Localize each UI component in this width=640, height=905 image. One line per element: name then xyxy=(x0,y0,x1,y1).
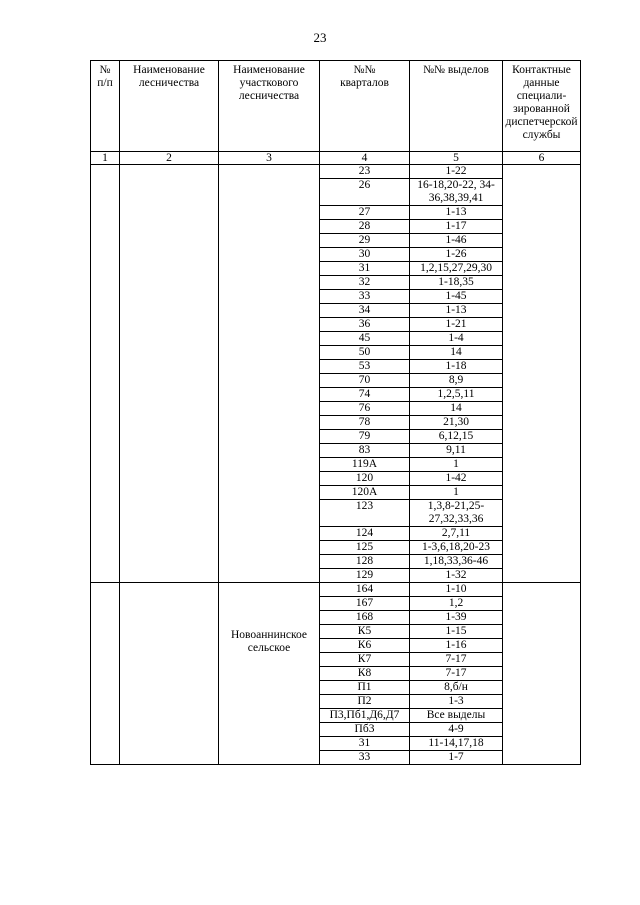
quarter-cell: 33 xyxy=(320,751,410,765)
quarter-cell: 45 xyxy=(320,332,410,346)
allotment-cell: 14 xyxy=(410,402,503,416)
allotment-cell: 8,б/н xyxy=(410,681,503,695)
header-district-forestry: Наименование участкового лесничества xyxy=(219,61,320,152)
district-forestry-cell: Новоаннинское сельское xyxy=(219,583,320,765)
header-number: № п/п xyxy=(91,61,120,152)
quarter-cell: 76 xyxy=(320,402,410,416)
allotment-cell: 1-42 xyxy=(410,472,503,486)
contact-cell xyxy=(503,583,581,765)
allotment-cell: 1,2,15,27,29,30 xyxy=(410,262,503,276)
allotment-cell: 1-46 xyxy=(410,234,503,248)
header-allotments: №№ выделов xyxy=(410,61,503,152)
allotment-cell: 1-4 xyxy=(410,332,503,346)
quarter-cell: 31 xyxy=(320,737,410,751)
quarter-cell: 33 xyxy=(320,290,410,304)
quarter-cell: 128 xyxy=(320,555,410,569)
column-number-row xyxy=(91,152,581,165)
allotment-cell: 9,11 xyxy=(410,444,503,458)
quarter-cell: 26 xyxy=(320,179,410,206)
allotment-cell: 4-9 xyxy=(410,723,503,737)
contact-cell xyxy=(503,165,581,583)
allotment-cell: 1,3,8-21,25-27,32,33,36 xyxy=(410,500,503,527)
col-number-2: 2 xyxy=(120,152,219,165)
quarter-cell: 70 xyxy=(320,374,410,388)
forest-district-table xyxy=(90,60,581,765)
quarter-cell: К6 xyxy=(320,639,410,653)
row-number-cell xyxy=(91,583,120,765)
allotment-cell: 1-16 xyxy=(410,639,503,653)
quarter-cell: 119А xyxy=(320,458,410,472)
quarter-cell: К7 xyxy=(320,653,410,667)
allotment-cell: 14 xyxy=(410,346,503,360)
quarter-cell: 129 xyxy=(320,569,410,583)
quarter-cell: 23 xyxy=(320,165,410,179)
quarter-cell: К8 xyxy=(320,667,410,681)
allotment-cell: 1-18,35 xyxy=(410,276,503,290)
header-quarters: №№ кварталов xyxy=(320,61,410,152)
quarter-cell: 125 xyxy=(320,541,410,555)
allotment-cell: 1-32 xyxy=(410,569,503,583)
quarter-cell: 36 xyxy=(320,318,410,332)
quarter-cell: П1 xyxy=(320,681,410,695)
allotment-cell: 1-22 xyxy=(410,165,503,179)
allotment-cell: 1-13 xyxy=(410,206,503,220)
allotment-cell: 1-3,6,18,20-23 xyxy=(410,541,503,555)
quarter-cell: 53 xyxy=(320,360,410,374)
col-number-5: 5 xyxy=(410,152,503,165)
header-contacts: Контактные данные специали-зированной диспетчерской службы xyxy=(503,61,581,152)
quarter-cell: Пб3 xyxy=(320,723,410,737)
allotment-cell: 1-10 xyxy=(410,583,503,597)
allotment-cell: 1 xyxy=(410,486,503,500)
allotment-cell: 11-14,17,18 xyxy=(410,737,503,751)
quarter-cell: 34 xyxy=(320,304,410,318)
col-number-1: 1 xyxy=(91,152,120,165)
allotment-cell: 1-21 xyxy=(410,318,503,332)
quarter-cell: П2 xyxy=(320,695,410,709)
quarter-cell: 31 xyxy=(320,262,410,276)
allotment-cell: 1-26 xyxy=(410,248,503,262)
quarter-cell: П3,Пб1,Д6,Д7 xyxy=(320,709,410,723)
forestry-cell xyxy=(120,165,219,583)
allotment-cell: 1-15 xyxy=(410,625,503,639)
col-number-3: 3 xyxy=(219,152,320,165)
allotment-cell: 1,2 xyxy=(410,597,503,611)
allotment-cell: Все выделы xyxy=(410,709,503,723)
quarter-cell: 120А xyxy=(320,486,410,500)
quarter-cell: 78 xyxy=(320,416,410,430)
allotment-cell: 2,7,11 xyxy=(410,527,503,541)
quarter-cell: 79 xyxy=(320,430,410,444)
quarter-cell: 50 xyxy=(320,346,410,360)
allotment-cell: 1,2,5,11 xyxy=(410,388,503,402)
col-number-4: 4 xyxy=(320,152,410,165)
row-number-cell xyxy=(91,165,120,583)
quarter-cell: 164 xyxy=(320,583,410,597)
allotment-cell: 16-18,20-22, 34-36,38,39,41 xyxy=(410,179,503,206)
quarter-cell: 124 xyxy=(320,527,410,541)
allotment-cell: 1,18,33,36-46 xyxy=(410,555,503,569)
quarter-cell: 27 xyxy=(320,206,410,220)
allotment-cell: 1 xyxy=(410,458,503,472)
allotment-cell: 1-17 xyxy=(410,220,503,234)
quarter-cell: 123 xyxy=(320,500,410,527)
quarter-cell: 32 xyxy=(320,276,410,290)
quarter-cell: 167 xyxy=(320,597,410,611)
allotment-cell: 6,12,15 xyxy=(410,430,503,444)
forestry-cell xyxy=(120,583,219,765)
table-header-row xyxy=(91,61,581,152)
quarter-cell: 28 xyxy=(320,220,410,234)
allotment-cell: 1-13 xyxy=(410,304,503,318)
quarter-cell: 29 xyxy=(320,234,410,248)
allotment-cell: 7-17 xyxy=(410,653,503,667)
quarter-cell: 74 xyxy=(320,388,410,402)
allotment-cell: 1-45 xyxy=(410,290,503,304)
district-forestry-cell xyxy=(219,165,320,583)
col-number-6: 6 xyxy=(503,152,581,165)
quarter-cell: 168 xyxy=(320,611,410,625)
quarter-cell: 120 xyxy=(320,472,410,486)
allotment-cell: 8,9 xyxy=(410,374,503,388)
allotment-cell: 1-3 xyxy=(410,695,503,709)
allotment-cell: 21,30 xyxy=(410,416,503,430)
quarter-cell: 30 xyxy=(320,248,410,262)
quarter-cell: К5 xyxy=(320,625,410,639)
quarter-cell: 83 xyxy=(320,444,410,458)
allotment-cell: 1-7 xyxy=(410,751,503,765)
page-number: 23 xyxy=(313,30,327,45)
allotment-cell: 7-17 xyxy=(410,667,503,681)
header-forestry: Наименование лесничества xyxy=(120,61,219,152)
table-row xyxy=(91,165,581,179)
allotment-cell: 1-39 xyxy=(410,611,503,625)
table-row xyxy=(91,583,581,597)
allotment-cell: 1-18 xyxy=(410,360,503,374)
